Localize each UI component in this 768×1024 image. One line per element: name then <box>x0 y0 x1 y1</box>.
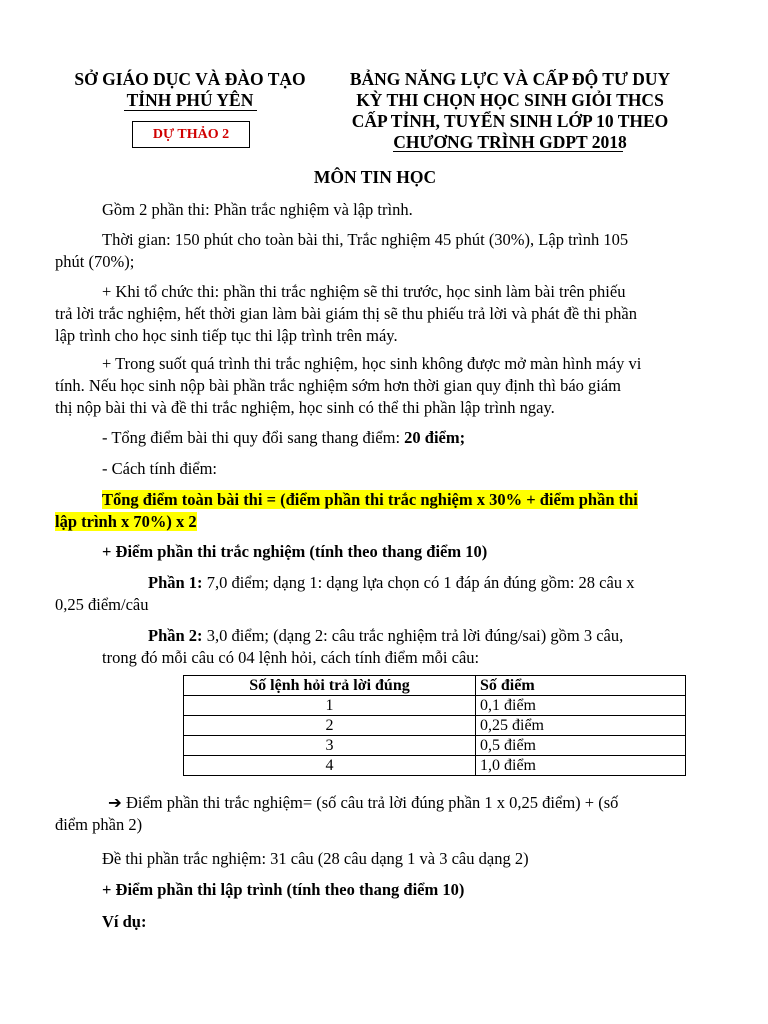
title-line-2: KỲ THI CHỌN HỌC SINH GIỎI THCS <box>356 90 664 110</box>
department-line-1: SỞ GIÁO DỤC VÀ ĐÀO TẠO <box>74 69 306 89</box>
total-score-value: 20 điểm; <box>404 428 466 447</box>
programming-heading: + Điểm phần thi lập trình (tính theo thang điểm 10) <box>102 880 465 899</box>
department-line-2: TỈNH PHÚ YÊN <box>126 90 254 110</box>
formula-line-1 <box>102 489 638 511</box>
table-cell-count: 1 <box>184 696 476 716</box>
table-cell-count: 2 <box>184 716 476 736</box>
paragraph-time-line-1: Thời gian: 150 phút cho toàn bài thi, Trắc nghiệm 45 phút (30%), Lập trình 105 <box>102 230 629 249</box>
table-cell-points: 0,5 điểm <box>476 736 686 756</box>
table-cell-count: 3 <box>184 736 476 756</box>
part1-line-2: 0,25 điểm/câu <box>55 595 149 614</box>
mc-total-line-1 <box>108 792 618 814</box>
table-cell-points: 1,0 điểm <box>476 756 686 776</box>
table-row <box>184 736 686 756</box>
paragraph-rules-line-2: tính. Nếu học sinh nộp bài phần trắc nghiệm sớm hơn thời gian quy định thì báo giám <box>55 376 622 395</box>
formula-highlight-1: Tổng điểm toàn bài thi = (điểm phần thi trắc nghiệm x 30% + điểm phần thi <box>102 490 638 509</box>
paragraph-organize-line-2: trả lời trắc nghiệm, hết thời gian làm bài giám thị sẽ thu phiếu trả lời và phát đề thi phần <box>55 304 637 323</box>
column-header-correct-count: Số lệnh hỏi trả lời đúng <box>184 676 476 696</box>
part2-label: Phần 2: <box>148 626 203 645</box>
paragraph-rules-line-1: + Trong suốt quá trình thi trắc nghiệm, học sinh không được mở màn hình máy vi <box>102 354 642 373</box>
mc-total-text: Điểm phần thi trắc nghiệm= (số câu trả lời đúng phần 1 x 0,25 điểm) + (số <box>121 793 619 812</box>
mc-total-line-2: điểm phần 2) <box>55 815 143 834</box>
table-cell-points: 0,25 điểm <box>476 716 686 736</box>
mc-question-count: Đề thi phần trắc nghiệm: 31 câu (28 câu dạng 1 và 3 câu dạng 2) <box>102 849 529 868</box>
score-table <box>183 675 686 776</box>
title-underline <box>393 151 623 152</box>
table-cell-points: 0,1 điểm <box>476 696 686 716</box>
document-title <box>325 69 695 153</box>
table-row <box>184 716 686 736</box>
paragraph-organize-line-1: + Khi tổ chức thi: phần thi trắc nghiệm sẽ thi trước, học sinh làm bài trên phiếu <box>102 282 626 301</box>
example-label: Ví dụ: <box>102 912 147 931</box>
formula-highlight-2: lập trình x 70%) x 2 <box>55 512 197 531</box>
paragraph-parts: Gồm 2 phần thi: Phần trắc nghiệm và lập trình. <box>102 200 413 219</box>
table-header-row <box>184 676 686 696</box>
total-score-text: - Tổng điểm bài thi quy đổi sang thang điểm: <box>102 428 405 447</box>
table-row <box>184 696 686 716</box>
arrow-right-icon: ➔ <box>108 793 122 812</box>
part1-label: Phần 1: <box>148 573 203 592</box>
part1-line-1 <box>148 572 634 594</box>
draft-badge: DỰ THẢO 2 <box>132 121 250 148</box>
paragraph-organize-line-3: lập trình cho học sinh tiếp tục thi lập trình trên máy. <box>55 326 398 345</box>
formula-line-2 <box>55 511 197 533</box>
paragraph-time-line-2: phút (70%); <box>55 252 135 271</box>
department-underline <box>124 110 257 111</box>
subject-title: MÔN TIN HỌC <box>313 167 437 187</box>
paragraph-total-score <box>102 427 465 449</box>
table-cell-count: 4 <box>184 756 476 776</box>
multiple-choice-heading: + Điểm phần thi trắc nghiệm (tính theo thang điểm 10) <box>102 542 488 561</box>
part2-line-2: trong đó mỗi câu có 04 lệnh hỏi, cách tính điểm mỗi câu: <box>102 648 480 667</box>
paragraph-rules-line-3: thị nộp bài thi và đề thi trắc nghiệm, học sinh có thể thi phần lập trình ngay. <box>55 398 555 417</box>
column-header-points: Số điểm <box>476 676 686 696</box>
title-line-4: CHƯƠNG TRÌNH GDPT 2018 <box>393 132 627 152</box>
part2-text: 3,0 điểm; (dạng 2: câu trắc nghiệm trả lời đúng/sai) gồm 3 câu, <box>202 626 624 645</box>
title-line-3: CẤP TỈNH, TUYỂN SINH LỚP 10 THEO <box>351 111 669 131</box>
title-line-1: BẢNG NĂNG LỰC VÀ CẤP ĐỘ TƯ DUY <box>349 69 671 89</box>
department-name <box>60 69 320 111</box>
paragraph-scoring-method: - Cách tính điểm: <box>102 459 218 478</box>
part2-line-1 <box>148 625 623 647</box>
table-row <box>184 756 686 776</box>
part1-text: 7,0 điểm; dạng 1: dạng lựa chọn có 1 đáp án đúng gồm: 28 câu x <box>202 573 635 592</box>
